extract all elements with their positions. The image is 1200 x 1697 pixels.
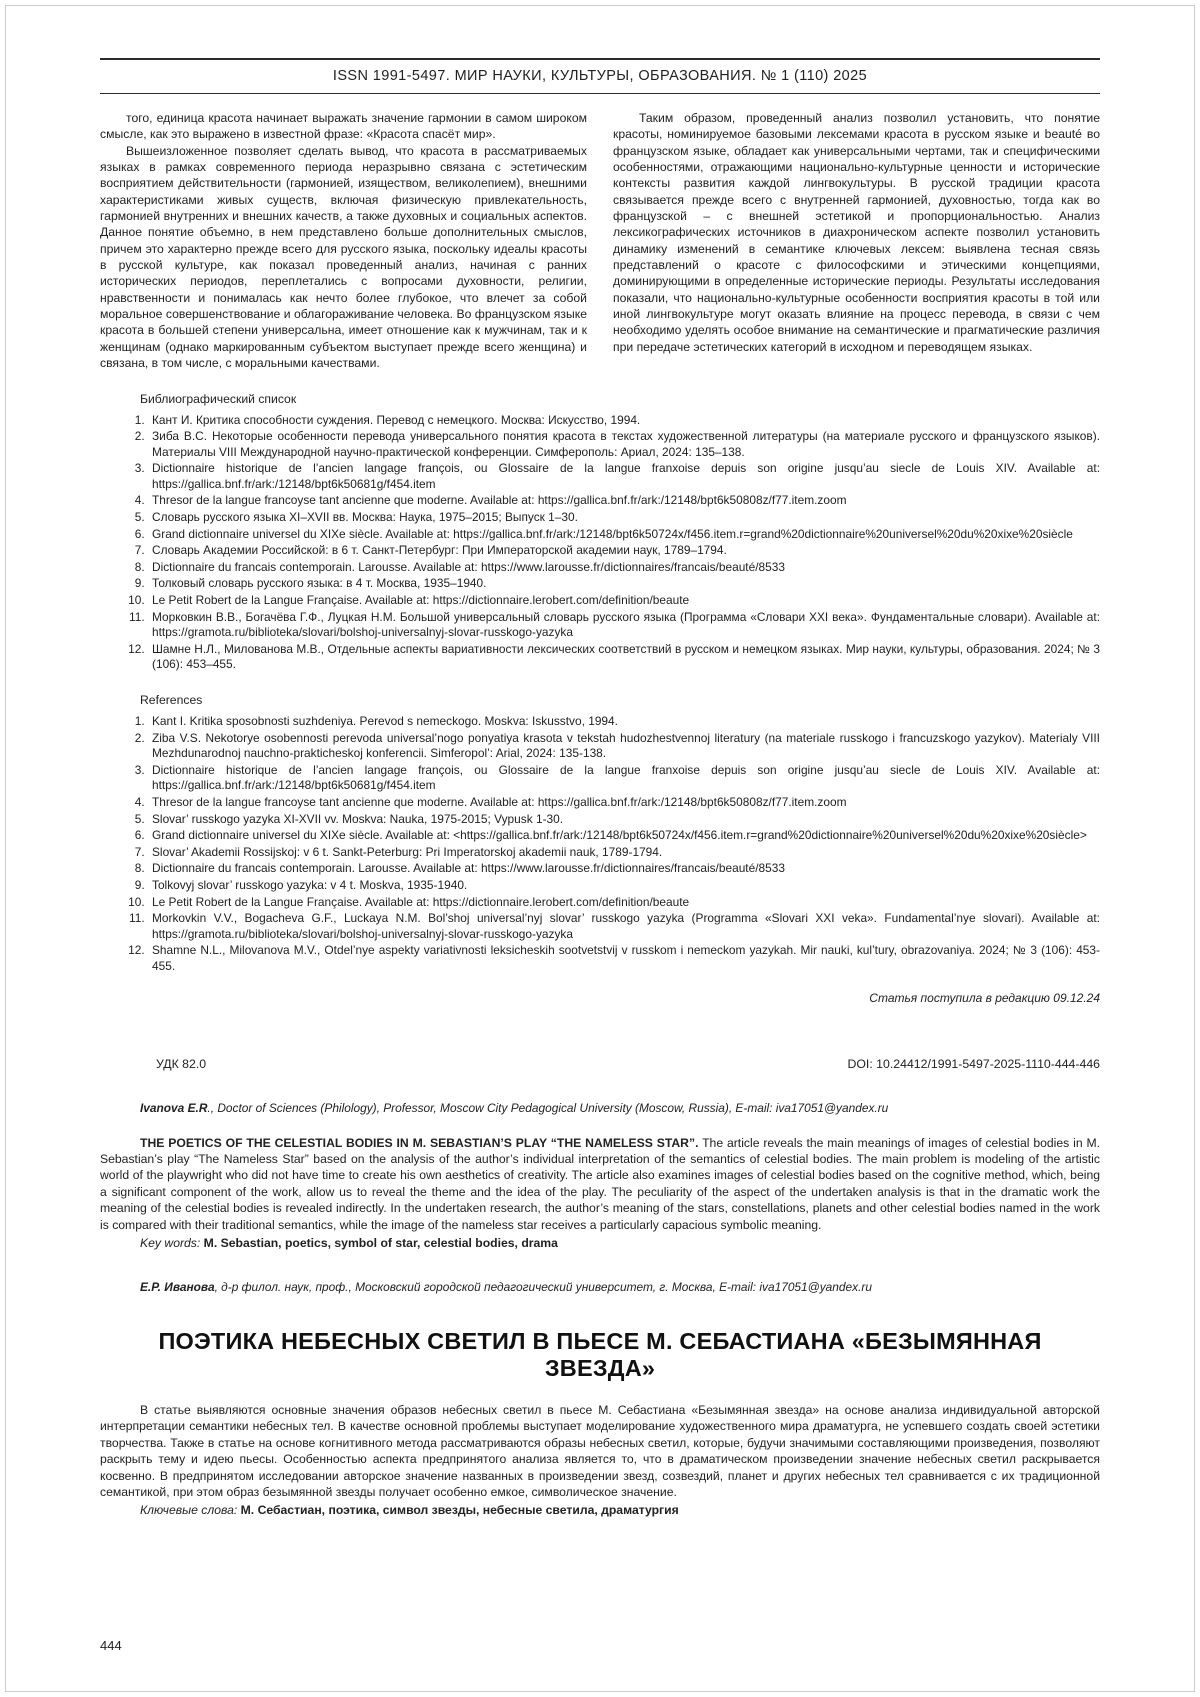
reference-item: 10. Le Petit Robert de la Langue Française. Available at: https://dictionnaire.lerobert.com/definition/beaute	[148, 895, 1100, 911]
bibliography-item: 12. Шамне Н.Л., Милованова М.В., Отдельные аспекты вариативности лексических соответствий в русском и немецком языках. Мир науки, культуры, образования. 2024; № 3 (106): 453–455.	[148, 642, 1100, 673]
references-heading: References	[140, 693, 203, 707]
udc-code: УДК 82.0	[156, 1056, 207, 1071]
bibliography-item: 6. Grand dictionnaire universel du XIXe siècle. Available at: https://gallica.bnf.fr/ark:/12148/bpt6k50724x/f456.item.r=grand%20dictionnaire%20universel%20du%20xixe%20siècle	[148, 527, 1100, 543]
author-affiliation-en: ., Doctor of Sciences (Philology), Professor, Moscow City Pedagogical University (Moscow, Russia), E-mail: iva17051@yandex.ru	[207, 1100, 889, 1115]
reference-item: 12. Shamne N.L., Milovanova M.V., Otdel’nye aspekty variativnosti leksicheskih sootvetstvij v russkom i nemeckom yazykah. Mir nauki, kul’tury, obrazovaniya. 2024; № 3 (106): 453-455.	[148, 943, 1100, 974]
body-paragraph: Вышеизложенное позволяет сделать вывод, что красота в рассматриваемых языках в рамках современного периода неразрывно связана с эстетическим восприятием действительности (гармонией, изяществом, великолепием), внешними характеристиками живых существ, включая физическую привлекательность, гармонией внутренних и внешних качеств, а также духовных и социальных аспектов. Данное понятие объемно, в нем представлено больше дополнительных смыслов, причем это характерно прежде всего для русского языка, поскольку идеалы красоты в русской культуре, как показал проведенный анализ, начиная с ранних исторических периодов, переплетались с вопросами духовности, религии, нравственности и понималась как нечто более глубокое, что влечет за собой моральное совершенствование и облагораживание человека. Во французском языке красота в большей степени универсальна, имеет отношение как к мужчинам, так и к женщинам (однако маркированным субъектом выступает прежде всего женщина) и связана, в том числе, с моральными качествами.	[100, 143, 587, 371]
keywords-en	[100, 1236, 1100, 1250]
article-continuation	[100, 110, 1100, 372]
bibliography-item: 2. Зиба В.С. Некоторые особенности перевода универсального понятия красота в текстах художественной литературы (на материале русского и французского языков). Материалы VIII Международной научно-практической конференции. Симферополь: Ариал, 2024: 135–138.	[148, 429, 1100, 460]
reference-item: 8. Dictionnaire du francais contemporain. Larousse. Available at: https://www.larousse.fr/dictionnaires/francais/beauté/8533	[148, 861, 1100, 877]
article-title-ru: ПОЭТИКА НЕБЕСНЫХ СВЕТИЛ В ПЬЕСЕ М. СЕБАСТИАНА «БЕЗЫМЯННАЯ ЗВЕЗДА»	[158, 1327, 1042, 1381]
references-list	[100, 714, 1100, 975]
left-column	[100, 110, 587, 372]
bibliography-item: 5. Словарь русского языка XI–XVII вв. Москва: Наука, 1975–2015; Выпуск 1–30.	[148, 510, 1100, 526]
doi-code: DOI: 10.24412/1991-5497-2025-1110-444-446	[847, 1056, 1100, 1071]
bibliography-item: 8. Dictionnaire du francais contemporain. Larousse. Available at: https://www.larousse.fr/dictionnaires/francais/beauté/8533	[148, 560, 1100, 576]
bibliography-list	[100, 413, 1100, 674]
bibliography-item: 7. Словарь Академии Российской: в 6 т. Санкт-Петербург: При Императорской академии наук, 1789–1794.	[148, 543, 1100, 559]
keywords-label-ru: Ключевые слова:	[140, 1503, 241, 1518]
abstract-ru	[100, 1402, 1100, 1500]
body-paragraph: Таким образом, проведенный анализ позволил установить, что понятие красоты, номинируемое базовыми лексемами красота в русском языке и beauté во французском языке, обладает как универсальными чертами, так и специфическими особенностями, отражающими национально-культурные ценности и исторические контексты развития каждой лингвокультуры. В русской традиции красота связывается прежде всего с внутренней гармонией, духовностью, тогда как во французской – с внешней эстетикой и пропорциональностью. Анализ лексикографических источников в диахроническом аспекте позволил установить динамику изменений в семантике ключевых лексем: выявлена тесная связь представлений о красоте с философскими и этическими концепциями, доминирующими в определенные исторические периоды. Результаты исследования показали, что национально-культурные особенности восприятия красоты в той или иной лингвокультуре могут оказать влияние на процесс перевода, в связи с чем необходимо уделять особое внимание на семантические и прагматические различия при передаче эстетических категорий в исходном и переводящем языках.	[613, 111, 1100, 354]
bibliography-item: 11. Морковкин В.В., Богачёва Г.Ф., Луцкая Н.М. Большой универсальный словарь русского языка (Программа «Словари XXI века». Фундаментальные словари). Available at: https://gramota.ru/biblioteka/slovari/bolshoj-universalnyj-slovar-russkogo-yazyka	[148, 610, 1100, 641]
right-column	[613, 110, 1100, 372]
reference-item: 1. Kant I. Kritika sposobnosti suzhdeniya. Perevod s nemeckogo. Moskva: Iskusstvo, 1994.	[148, 714, 1100, 730]
reference-item: 6. Grand dictionnaire universel du XIXe siècle. Available at: <https://gallica.bnf.fr/ark:/12148/bpt6k50724x/f456.item.r=grand%20dictionnaire%20universel%20du%20xixe%20siècle>	[148, 828, 1100, 844]
article-meta-row	[100, 1057, 1100, 1071]
reference-item: 7. Slovar’ Akademii Rossijskoj: v 6 t. Sankt-Peterburg: Pri Imperatorskoj akademii nauk, 1789-1794.	[148, 845, 1100, 861]
keywords-label-en: Key words:	[140, 1235, 204, 1250]
bibliography-item: 9. Толковый словарь русского языка: в 4 т. Москва, 1935–1940.	[148, 576, 1100, 592]
page-number: 444	[100, 1638, 122, 1653]
body-paragraph: того, единица красота начинает выражать значение гармонии в самом широком смысле, как это выражено в известной фразе: «Красота спасёт мир».	[100, 111, 587, 142]
received-note: Статья поступила в редакцию 09.12.24	[869, 990, 1100, 1005]
reference-item: 9. Tolkovyj slovar’ russkogo yazyka: v 4 t. Moskva, 1935-1940.	[148, 878, 1100, 894]
author-affiliation-ru: , д-р филол. наук, проф., Московский городской педагогический университет, г. Москва, E-mail: iva17051@yandex.ru	[214, 1279, 872, 1294]
bibliography-item: 4. Thresor de la langue francoyse tant ancienne que moderne. Available at: https://gallica.bnf.fr/ark:/12148/bpt6k50808z/f77.item.zoom	[148, 493, 1100, 509]
references-section	[100, 693, 1100, 975]
reference-item: 2. Ziba V.S. Nekotorye osobennosti perevoda universal’nogo ponyatiya krasota v tekstah hudozhestvennoj literatury (na materiale russkogo i francuzskogo yazykov). Materialy VIII Mezhdunarodnoj nauchno-prakticheskoj konferencii. Simferopol’: Arial, 2024: 135-138.	[148, 731, 1100, 762]
keywords-text-en: M. Sebastian, poetics, symbol of star, celestial bodies, drama	[203, 1235, 558, 1250]
abstract-text-en: The article reveals the main meanings of images of celestial bodies in M. Sebastian’s play “The Nameless Star” based on the analysis of the author’s individual interpretation of the semantics of celestial bodies. The main problem is modeling of the artistic world of the playwright who did not have time to create his own aesthetics of creativity. The article also examines images of celestial bodies based on the cognitive method, which, being a significant component of the work, allow us to reveal the theme and the idea of the play. The peculiarity of the aspect of the undertaken analysis is that in the dramatic work the meaning of the celestial bodies is revealed indirectly. In the undertaken research, the author’s meaning of the stars, constellations, planets and other celestial bodies named in the work is compared with their traditional semantics, while the image of the nameless star receives a particularly capacious symbolic meaning.	[100, 1135, 1100, 1232]
abstract-en	[100, 1135, 1100, 1233]
reference-item: 3. Dictionnaire historique de l’ancien langage françois, ou Glossaire de la langue franxoise depuis son origine jusqu’au siecle de Louis XIV. Available at: https://gallica.bnf.fr/ark:/12148/bpt6k50681g/f454.item	[148, 763, 1100, 794]
bibliography-section	[100, 392, 1100, 674]
author-name-en: Ivanova E.R	[140, 1100, 208, 1115]
reference-item: 4. Thresor de la langue francoyse tant ancienne que moderne. Available at: https://gallica.bnf.fr/ark:/12148/bpt6k50808z/f77.item.zoom	[148, 795, 1100, 811]
author-line-en	[100, 1101, 1100, 1115]
bibliography-item: 1. Кант И. Критика способности суждения. Перевод с немецкого. Москва: Искусство, 1994.	[148, 413, 1100, 429]
author-name-ru: Е.Р. Иванова	[140, 1279, 215, 1294]
keywords-ru	[100, 1503, 1100, 1517]
bibliography-heading: Библиографический список	[140, 391, 297, 406]
keywords-text-ru: М. Себастиан, поэтика, символ звезды, небесные светила, драматургия	[240, 1503, 679, 1518]
reference-item: 11. Morkovkin V.V., Bogacheva G.F., Luckaya N.M. Bol’shoj universal’nyj slovar’ russkogo yazyka (Programma «Slovari XXI veka». Fundamental’nye slovari). Available at: https://gramota.ru/biblioteka/slovari/bolshoj-universalnyj-slovar-russkogo-yazyka	[148, 911, 1100, 942]
bibliography-item: 10. Le Petit Robert de la Langue Française. Available at: https://dictionnaire.lerobert.com/definition/beaute	[148, 593, 1100, 609]
journal-header	[100, 58, 1100, 94]
reference-item: 5. Slovar’ russkogo yazyka XI-XVII vv. Moskva: Nauka, 1975-2015; Vypusk 1-30.	[148, 812, 1100, 828]
author-line-ru	[100, 1280, 1100, 1294]
journal-issn-line: ISSN 1991-5497. МИР НАУКИ, КУЛЬТУРЫ, ОБРАЗОВАНИЯ. № 1 (110) 2025	[332, 68, 868, 84]
article-title-en: THE POETICS OF THE CELESTIAL BODIES IN M. SEBASTIAN’S PLAY “THE NAMELESS STAR”.	[140, 1135, 699, 1150]
bibliography-item: 3. Dictionnaire historique de l’ancien langage françois, ou Glossaire de la langue franxoise depuis son origine jusqu’au siecle de Louis XIV. Available at: https://gallica.bnf.fr/ark:/12148/bpt6k50681g/f454.item	[148, 461, 1100, 492]
abstract-text-ru: В статье выявляются основные значения образов небесных светил в пьесе М. Себастиана «Безымянная звезда» на основе анализа индивидуальной авторской интерпретации семантики небесных тел. В качестве основной проблемы выступает моделирование художественного мира драматурга, не успевшего создать своей эстетики творчества. Также в статье на основе когнитивного метода рассматриваются образы небесных светил, которые, будучи значимыми составляющими произведения, позволяют раскрыть тему и идею пьесы. Особенностью аспекта предпринятого анализа является то, что в драматическом произведении значение небесных светил раскрывается косвенно. В предпринятом исследовании авторское значение названных в произведении звезд, созвездий, планет и других небесных тел сравнивается с их традиционной семантикой, при этом образ безымянной звезды получает особенно емкое, символическое значение.	[100, 1402, 1100, 1499]
